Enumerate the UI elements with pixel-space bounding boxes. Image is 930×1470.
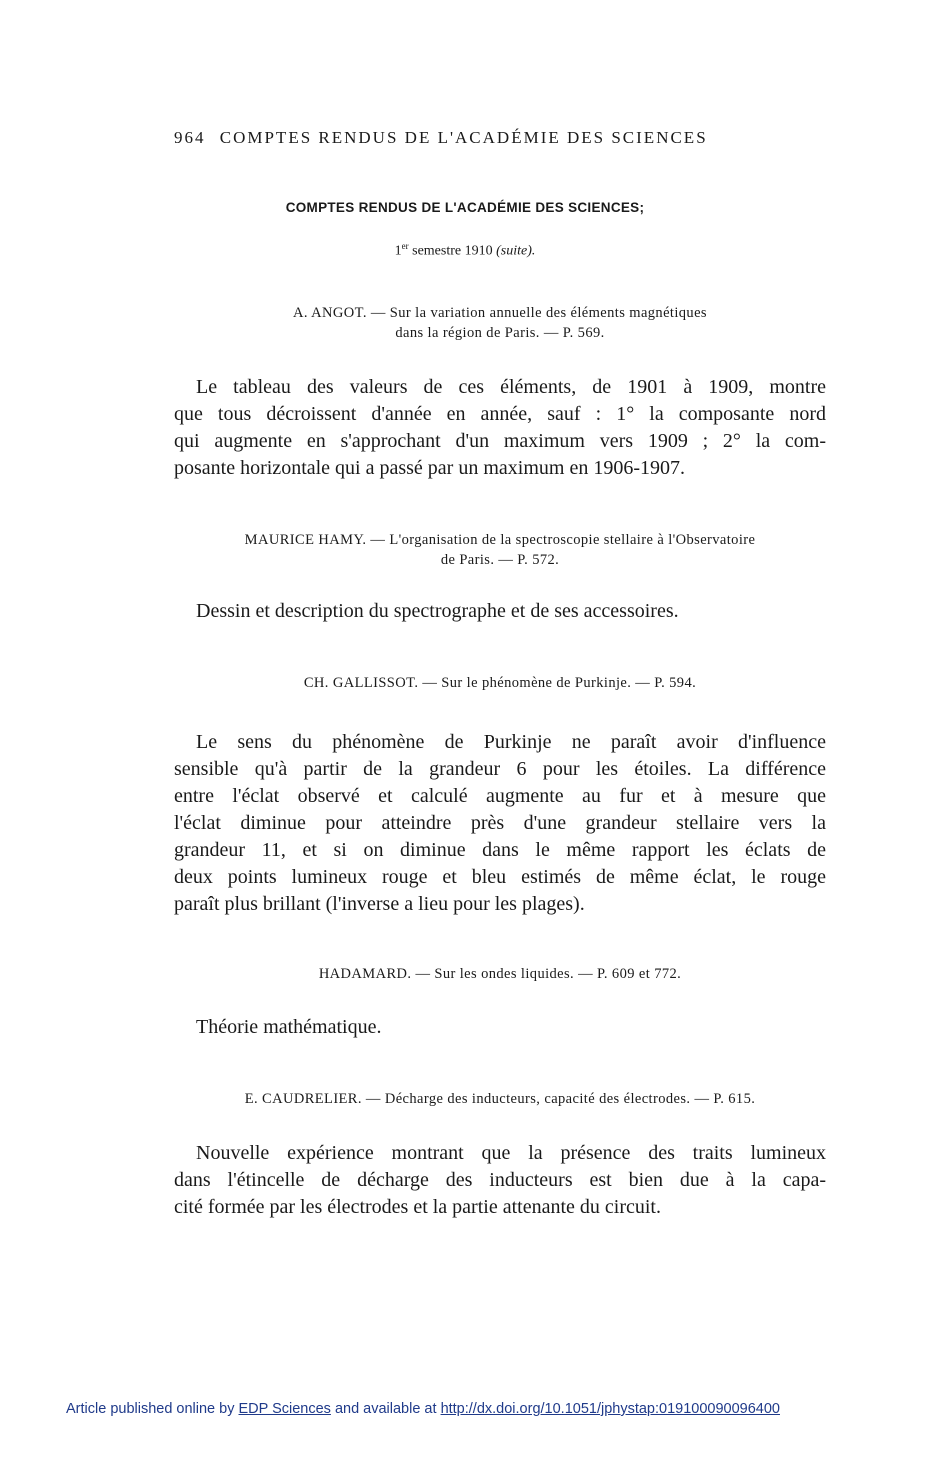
body-line: que tous décroissent d'année en année, sauf : 1° la composante nord (174, 403, 826, 425)
body-line: Le sens du phénomène de Purkinje ne paraît avoir d'influence (196, 731, 826, 753)
entry-heading-angot (174, 303, 826, 343)
entry-heading-line: A. ANGOT. — Sur la variation annuelle des éléments magnétiques (293, 305, 707, 321)
entry-heading-line: CH. GALLISSOT. — Sur le phénomène de Purkinje. — P. 594. (303, 675, 697, 691)
running-head (174, 128, 794, 148)
body-line: l'éclat diminue pour atteindre près d'une grandeur stellaire vers la (174, 812, 826, 834)
publication-footer (66, 1401, 866, 1417)
entry-body-angot (174, 374, 826, 482)
entry-heading-line: MAURICE HAMY. — L'organisation de la spectroscopie stellaire à l'Observatoire (244, 532, 756, 548)
body-line: deux points lumineux rouge et bleu estimés de même éclat, le rouge (174, 866, 826, 888)
body-line: qui augmente en s'approchant d'un maximum vers 1909 ; 2° la com- (174, 430, 826, 452)
running-head-title: COMPTES RENDUS DE L'ACADÉMIE DES SCIENCES (219, 128, 708, 147)
footer-prefix: Article published online by (66, 1401, 239, 1417)
entry-heading-hadamard (174, 964, 826, 984)
entry-body-gallissot (174, 729, 826, 918)
entry-body-caudrelier (174, 1140, 826, 1221)
entry-heading-line: HADAMARD. — Sur les ondes liquides. — P. 609 et 772. (318, 966, 682, 982)
body-line: sensible qu'à partir de la grandeur 6 pour les étoiles. La différence (174, 758, 826, 780)
footer-middle: and available at (330, 1401, 441, 1417)
entry-body-hadamard (174, 1014, 826, 1041)
publisher-link[interactable]: EDP Sciences (238, 1401, 331, 1417)
body-line: Le tableau des valeurs de ces éléments, de 1901 à 1909, montre (196, 376, 826, 398)
entry-heading-caudrelier (174, 1089, 826, 1109)
entry-heading-gallissot (174, 673, 826, 693)
body-line: grandeur 11, et si on diminue dans le même rapport les éclats de (174, 839, 826, 861)
semester-line (0, 241, 930, 260)
body-line: Nouvelle expérience montrant que la présence des traits lumineux (196, 1142, 826, 1164)
page-number: 964 (174, 128, 206, 147)
semester-suite: (suite). (496, 243, 536, 259)
body-line: entre l'éclat observé et calculé augmente au fur et à mesure que (174, 785, 826, 807)
body-line: Dessin et description du spectrographe et de ses accessoires. (196, 600, 679, 622)
body-line: paraît plus brillant (l'inverse a lieu pour les plages). (174, 893, 585, 915)
semester-ordinal-sup: er (401, 241, 409, 251)
semester-text: semestre 1910 (408, 243, 497, 259)
doi-link[interactable]: http://dx.doi.org/10.1051/jphystap:019100090096400 (440, 1401, 780, 1417)
entry-heading-hamy (174, 530, 826, 570)
entry-heading-line: de Paris. — P. 572. (440, 552, 560, 568)
entry-heading-line: dans la région de Paris. — P. 569. (395, 325, 605, 341)
body-line: dans l'étincelle de décharge des inducteurs est bien due à la capa- (174, 1169, 826, 1191)
entry-body-hamy (174, 598, 826, 625)
body-line: Théorie mathématique. (196, 1016, 382, 1038)
journal-title: COMPTES RENDUS DE L'ACADÉMIE DES SCIENCES; (285, 200, 645, 215)
entry-heading-line: E. CAUDRELIER. — Décharge des inducteurs, capacité des électrodes. — P. 615. (244, 1091, 756, 1107)
body-line: posante horizontale qui a passé par un maximum en 1906-1907. (174, 457, 685, 479)
semester-ordinal: 1 (394, 243, 402, 259)
body-line: cité formée par les électrodes et la partie attenante du circuit. (174, 1196, 661, 1218)
